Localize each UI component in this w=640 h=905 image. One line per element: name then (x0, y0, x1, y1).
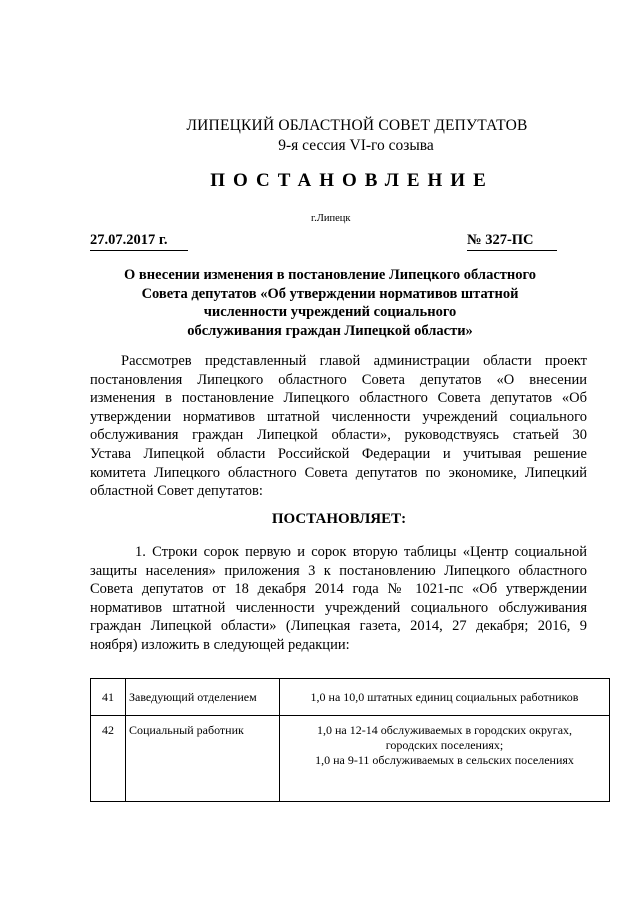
document-title (100, 266, 560, 340)
title-line: обслуживания граждан Липецкой области» (187, 322, 473, 339)
preamble-line: Устава Липецкой области Российской Федерации и учитывая решение (90, 445, 587, 462)
title-line: Совета депутатов «Об утверждении нормативов штатной (141, 285, 519, 302)
table-row (91, 679, 610, 716)
norm-line: городских поселениях; (385, 738, 504, 752)
title-line: О внесении изменения в постановление Липецкого областного (124, 267, 536, 283)
row-number: 42 (91, 716, 126, 802)
preamble-line: постановления Липецкого областного Совета депутатов «О внесении (90, 371, 587, 388)
decree-heading: ПОСТАНОВЛЯЕТ: (271, 511, 407, 527)
position-name: Заведующий отделением (126, 679, 280, 716)
preamble-line: изменения в постановление Липецкого областного Совета депутатов «Об (90, 390, 587, 407)
item-1-line: защиты населения» приложения 3 к постановлению Липецкого областного (90, 562, 587, 579)
preamble-line: областной Совет депутатов: (90, 483, 263, 500)
item-1-line: ноября) изложить в следующей редакции: (90, 636, 350, 653)
document-date: 27.07.2017 г. (90, 232, 188, 251)
organization-name: ЛИПЕЦКИЙ ОБЛАСТНОЙ СОВЕТ ДЕПУТАТОВ (186, 117, 528, 134)
preamble-line: утверждении нормативов штатной численности учреждений социального (90, 408, 587, 425)
item-1-line: граждан Липецкой области» (Липецкая газета, 2014, 27 декабря; 2016, 9 (90, 618, 587, 635)
document-number: № 327-ПС (467, 232, 557, 251)
norm-line: 1,0 на 9-11 обслуживаемых в сельских поселениях (315, 753, 574, 767)
city: г.Липецк (311, 213, 351, 224)
staffing-norm (280, 679, 610, 716)
preamble-line: Рассмотрев представленный главой администрации области проект (121, 353, 587, 369)
norm-line: 1,0 на 12-14 обслуживаемых в городских округах, (316, 723, 573, 737)
preamble-line: комитета Липецкого областного Совета депутатов по экономике, Липецкий (90, 464, 587, 481)
title-line: численности учреждений социального (203, 304, 457, 320)
item-1-line: Совета депутатов от 18 декабря 2014 года № 1021-пс «Об утверждении (90, 581, 587, 598)
preamble-paragraph (90, 352, 587, 501)
session-info: 9-я сессия VI-го созыва (278, 137, 434, 154)
item-1-paragraph (90, 543, 587, 655)
preamble-line: обслуживания граждан Липецкой области», руководствуясь статьей 30 (90, 427, 587, 444)
row-number: 41 (91, 679, 126, 716)
staffing-norm (280, 716, 610, 802)
item-1-line: нормативов штатной численности учреждений социального обслуживания (90, 599, 587, 616)
position-name: Социальный работник (126, 716, 280, 802)
document-type: ПОСТАНОВЛЕНИЕ (210, 170, 494, 191)
item-1-line: 1. Строки сорок первую и сорок вторую таблицы «Центр социальной (135, 544, 587, 560)
norm-line: 1,0 на 10,0 штатных единиц социальных работников (310, 689, 579, 704)
staffing-table (90, 678, 610, 802)
table-row (91, 716, 610, 802)
